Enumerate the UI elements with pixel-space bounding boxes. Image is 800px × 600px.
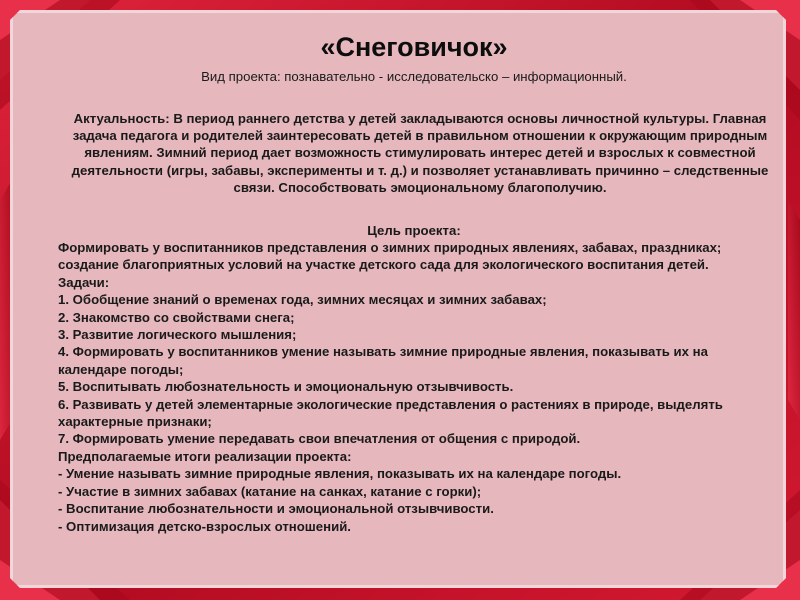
task-item: 3. Развитие логического мышления; (58, 327, 297, 343)
goal-text: Формировать у воспитанников представления о зимних природных явлениях, забавах, праздниках; создание благоприятных условий на участке детского сада для экологического воспитания детей. (58, 240, 722, 273)
results-heading: Предполагаемые итоги реализации проекта: (58, 448, 352, 464)
details-block (58, 239, 774, 535)
task-item: 1. Обобщение знаний о временах года, зимних месяцах и зимних забавах; (58, 292, 547, 308)
task-item: 6. Развивать у детей элементарные экологические представления о растениях в природе, выделять характерные признаки; (58, 396, 723, 430)
slide-title: «Снеговичок» (320, 32, 508, 62)
relevance-paragraph: Актуальность: В период раннего детства у детей закладываются основы личностной культуры. Главная задача педагога и родителей заинтересовать детей в правильном отношении к окружающим природным явлениям. Зимний период дает возможность стимулировать интерес детей и взрослых к совместной деятельности (игры, забавы, эксперименты и т. д.) и позволяет устанавливать причинно – следственные связи. Способствовать эмоциональному благополучию. (71, 111, 769, 195)
task-item: 7. Формировать умение передавать свои впечатления от общения с природой. (58, 431, 581, 447)
result-item: - Умение называть зимние природные явления, показывать их на календаре погоды. (58, 466, 622, 482)
result-item: - Оптимизация детско-взрослых отношений. (58, 518, 351, 534)
project-type: Вид проекта: познавательно - исследовательско – информационный. (201, 69, 627, 84)
goal-heading: Цель проекта: (367, 223, 461, 238)
tasks-heading: Задачи: (58, 274, 110, 290)
task-item: 5. Воспитывать любознательность и эмоциональную отзывчивость. (58, 379, 514, 395)
result-item: - Участие в зимних забавах (катание на санках, катание с горки); (58, 483, 482, 499)
result-item: - Воспитание любознательности и эмоциональной отзывчивости. (58, 501, 494, 517)
task-item: 4. Формировать у воспитанников умение называть зимние природные явления, показывать их на календаре погоды; (58, 344, 708, 377)
task-item: 2. Знакомство со свойствами снега; (58, 309, 295, 325)
